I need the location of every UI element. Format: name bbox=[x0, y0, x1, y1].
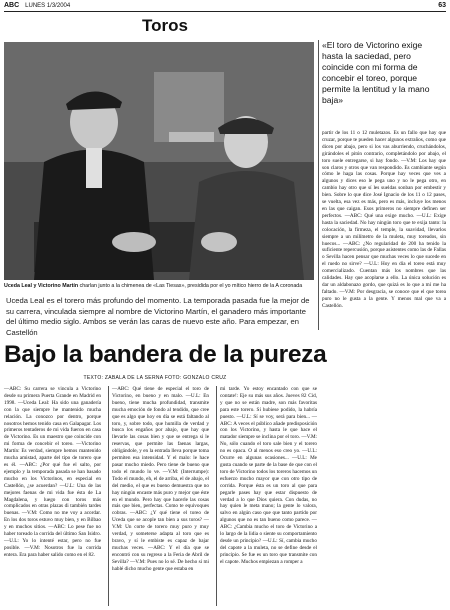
photo-illustration bbox=[4, 42, 314, 280]
column-divider bbox=[216, 386, 217, 606]
byline: TEXTO: ZABALA DE LA SERNA FOTO: GONZALO CRUZ bbox=[83, 375, 227, 381]
article-column-2: —ABC: Qué tiene de especial el toro de Victorino, en bueno y en malo. —U.L: En bueno, tiene mucha profundidad, transmite mucha emoción de fondo al tendido, que cree que es algo que hoy en día se está faltando al toro, y, sobre todo, que humilla de verdad y busca los engaños por abajo, que hay que llevarle las cosas bien y que se entrega si le reservas, que permite las faenas largas, obligándole, y en la entrada lleva porque toma permiten esa intensidad. Y el malo: le hace pasar mucho miedo. Pero tiene de bueno que todo el mundo lo ve. —V.M: (Interrumpe): Todo el mundo, eh, el de arriba, el de abajo, el del medio, el que es bueno demuestra que no hay ningún encaste más puro y mejor que éste en el mundo. Pero hay que hacerle las cosas más que bien, perfectas. Como te equivoques cobras. —ABC: ¿Y qué tiene el toreo de Uceda que se acople tan bien a sus toros? —V.M: Un corte de torero muy puro y muy verdad, y someterse adapta al toro que es bravo, y sí le embiste es capaz de bajar muchas veces. —ABC: Y el día que se encontró con su regreso a la Feria de Abril de Sevilla? —V.M: Pues no lo sé. De hecho si mi hablé dicho mucho gente que estaba en bbox=[112, 386, 209, 572]
article-headline: Bajo la bandera de la pureza bbox=[4, 341, 327, 368]
column-divider bbox=[108, 386, 109, 606]
caption-text: charlan junto a la chimenea de «Las Tiesas», presidida por el yo mítico hierro de la A coronada bbox=[78, 283, 303, 289]
photo-caption bbox=[4, 280, 314, 292]
article-column-3: mi tarde. Yo estoy encantado con que se contate!: Eje su más sus años. Jueves 82 Cid, y que no se están madre, son más favoritas para este torero. Sí hubiese podido, la habría puesto. —U.L: Sí se voy, será para bien... —ABC: A veces el público añade predisposición con los Victorino, y hasta le que hace el matador siempre se inclina por el toro. —V.M: No, sólo cuando el toro sale bien y el torero no es opaca. O al menos eso creo yo. —U.L: Ocurre en algunas ocasiones... —U.L: Me gusta cuando se parte de la base de que con el toro de Victorino todos los toreros hacemos un esfuerzo mucho mayor que con otro tipo de corrida. Porque ésta es un toro al que para pegarle pases hay que estar dispuesto de verdad a lo que Dios quiera. Con dudas, no hay quien le meta mano; la gente lo valora, salvo en algún caso que que tanto partido por algunos que no es tan bueno como parece. —ABC: ¿Cambia mucho el toro de Victorino a lo largo de la lidia o siente su comportamiento desde un principio? —U.L: Sí, cambia mucho del capote a la muleta, no se define desde el principio. Se fue es un toro que transmite con el capote. Muchos empiezan a romper a bbox=[220, 386, 317, 565]
page-header bbox=[4, 0, 446, 12]
issue-date: LUNES 1/3/2004 bbox=[25, 2, 71, 9]
caption-names: Uceda Leal y Victorino Martín bbox=[4, 283, 79, 289]
article-photo bbox=[4, 42, 314, 280]
page-number: 63 bbox=[438, 2, 446, 9]
lead-paragraph: Uceda Leal es el torero más profundo del momento. La temporada pasada fue la mejor de su carrera, vinculada siempre al nombre de Victorino Martín, el ganadero más importante del último medio siglo. Ambos se verán las caras de nuevo este año. Para empezar, en Castellón bbox=[6, 296, 310, 337]
pull-quote: «El toro de Victorino exige hasta la saciedad, pero coincide con mi forma de concebir el toreo, porque permite la lentitud y la mano baja» bbox=[322, 40, 430, 105]
column-divider bbox=[318, 40, 319, 330]
article-column-1: —ABC: Su carrera se vincula a Victorino desde su primera Puerta Grande en Madrid en 1998. —Uceda Leal: Ha sido una ganadería con la que siempre he mantenido mucha relación. La conozco por dentro, porque nosotros hemos tenido casa en Galapagar. Los primeros tentaderos de mi vida fueron en casa de Victorino. Es un maestro que coincide con mi forma de concebir el toreo. —Victorino Martín: Es verdad, siempre hemos mantenido mucha amistad, aparte del tipo de torero que es él. —ABC: ¿Por qué fue el salto, por ejemplo y la temporada pasada se han basado mucho en los Victorinos, en especial en Castellón, ¿se acuerdan? —U.L: Una de las mejores faenas de mi vida fue ésta de La Magdalena, y luego con toros más complicados en otras plazas di también tardes buenas. —V.M: Como no me voy a acordar. En los dos toros estuvo muy bien, y en Bilbao y en muchos sitios. —ABC: Lo pese fue no haber toreado la corrida del último San Isidro. —U.L: Yo lo intenté estar, pero no fue posible. —V.M: Nosotros fue la corrida entera. Era para haber salido como en el 82. bbox=[4, 386, 101, 558]
article-column-continued: partir de los 11 o 12 muletazos. Es un fallo que hay que cruzar, porque te pueden hacer algunos extraños, como que dicen por abajo, pero si los vas aburriendo, cruchándolos, girándoles el pitón contrario, completándolo por abajo, el toro suele entregarse, si hay fondo. —V.M: Los hay que son claros y otros que van respondido. Es cambiante según cómo le haga las cosas. Porque hay veces que ves a algunos y dices eso le pega uno y no le pega otro, en cambio hay otro que sí les sueldas sonban por embestir y bien. Sobre lo que dice José Ignacio de los 11 o 12 pases, se vuelta, esa vez es más, pero es más, incluye los menos en las que caigan. Esos primeros no siempre definen ser perfectos. —ABC: Qué una exige mucho. —U.L: Exige hasta la saciedad. No hay ningún toro que te exija tanto: la colocación, la firmeza, el temple, la suavidad, llevarlos siempre a un milímetro de la muleta, muy toreados, sin huecos... —ABC: ¿No regularidad de 200 ha tenido la suficiente repercusión, porque asistentes como las de Fallas o Sevilla hacen pensar que muchas veces lo que sucede en el ruedo no sirve? —U.L: Hoy en día el toreo está muy comercializado. Cuentan más los nombres que las calidades. Hay que acoplarse a ello. La única solución es dar un aldabonazo gordo, que quizá es lo que a mí me ha faltado. —V.M: Por desgracia, se conoce que el que torea puro no le gusta a la gente. Y menos mal que va a Castellón. bbox=[322, 130, 446, 309]
section-title: Toros bbox=[142, 16, 188, 35]
newspaper-logo: ABC bbox=[4, 2, 20, 9]
